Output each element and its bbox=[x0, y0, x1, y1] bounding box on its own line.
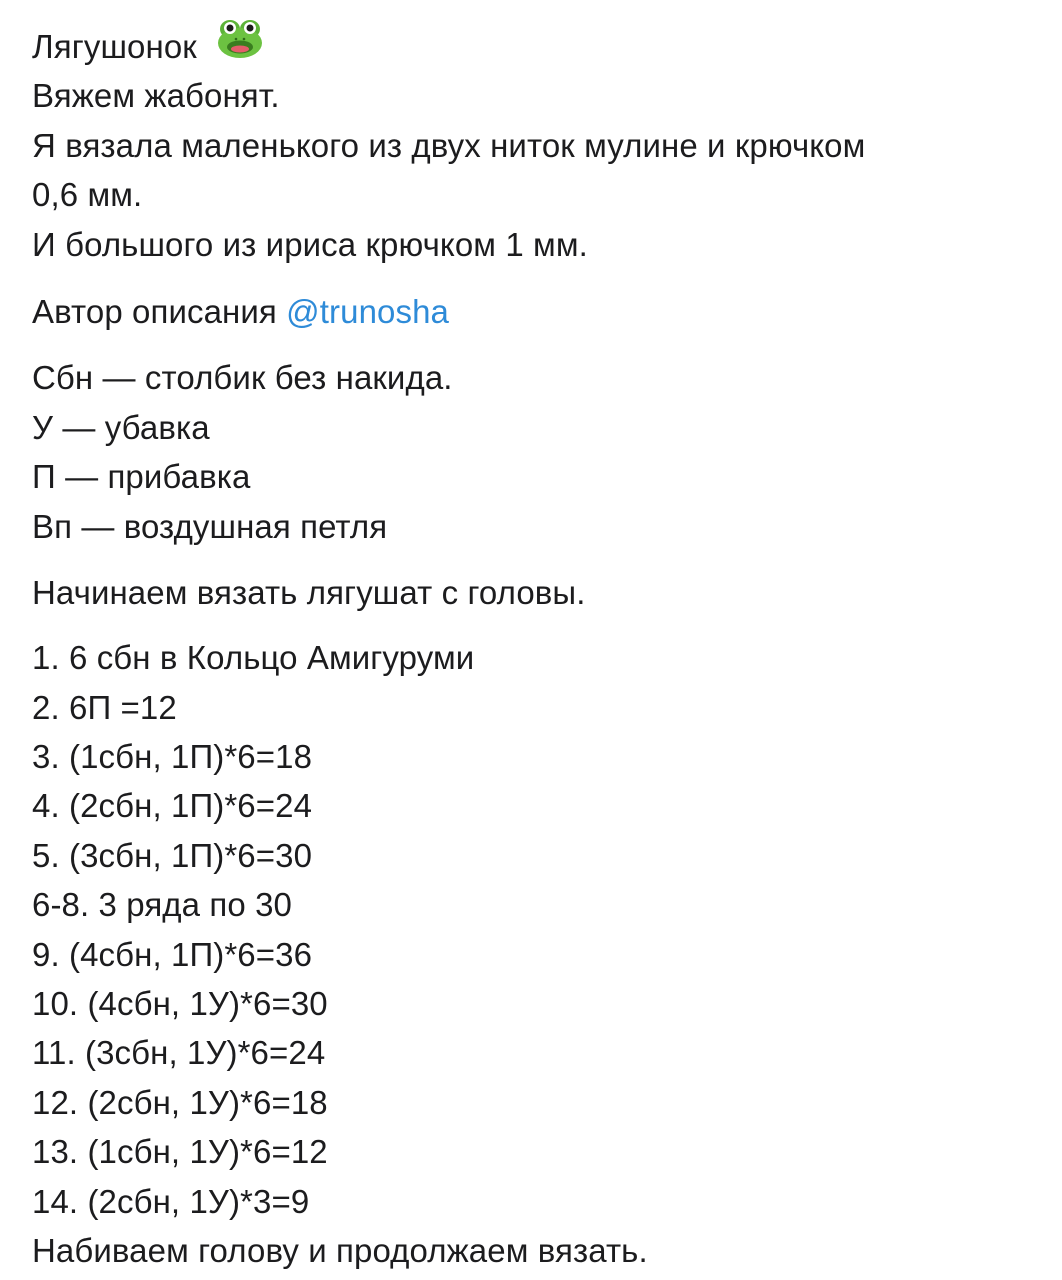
start-text: Начинаем вязать лягушат с головы. bbox=[32, 573, 586, 611]
author-mention-link[interactable]: @trunosha bbox=[286, 292, 449, 330]
message-text bbox=[32, 22, 1042, 1275]
author-line bbox=[32, 287, 1042, 336]
pattern-row: 12. (2сбн, 1У)*6=18 bbox=[32, 1083, 328, 1121]
intro-line: 0,6 мм. bbox=[32, 176, 143, 214]
legend-line: Сбн — столбик без накида. bbox=[32, 359, 453, 397]
pattern-row: 1. 6 сбн в Кольцо Амигуруми bbox=[32, 639, 475, 677]
pattern-row: 14. (2сбн, 1У)*3=9 bbox=[32, 1182, 310, 1220]
intro-line: Вяжем жабонят. bbox=[32, 77, 280, 115]
intro-line: Я вязала маленького из двух ниток мулине и крючком bbox=[32, 126, 866, 164]
legend-line: У — убавка bbox=[32, 408, 210, 446]
pattern-row: 11. (3сбн, 1У)*6=24 bbox=[32, 1034, 326, 1072]
closing-text: Набиваем голову и продолжаем вязать. bbox=[32, 1231, 648, 1269]
pattern-row: 9. (4сбн, 1П)*6=36 bbox=[32, 935, 313, 973]
legend-line: П — прибавка bbox=[32, 458, 251, 496]
pattern-row: 6-8. 3 ряда по 30 bbox=[32, 886, 292, 924]
pattern-row: 5. (3сбн, 1П)*6=30 bbox=[32, 836, 313, 874]
pattern-row: 3. (1сбн, 1П)*6=18 bbox=[32, 738, 313, 776]
intro-line: И большого из ириса крючком 1 мм. bbox=[32, 225, 588, 263]
message-title-line bbox=[32, 22, 1042, 71]
legend-line: Вп — воздушная петля bbox=[32, 507, 388, 545]
pattern-row: 4. (2сбн, 1П)*6=24 bbox=[32, 787, 313, 825]
pattern-row: 10. (4сбн, 1У)*6=30 bbox=[32, 985, 328, 1023]
author-label: Автор описания bbox=[32, 292, 277, 330]
pattern-row: 2. 6П =12 bbox=[32, 688, 177, 726]
message-title: Лягушонок bbox=[32, 28, 197, 65]
pattern-row: 13. (1сбн, 1У)*6=12 bbox=[32, 1133, 328, 1171]
frog-face-icon bbox=[216, 19, 264, 72]
